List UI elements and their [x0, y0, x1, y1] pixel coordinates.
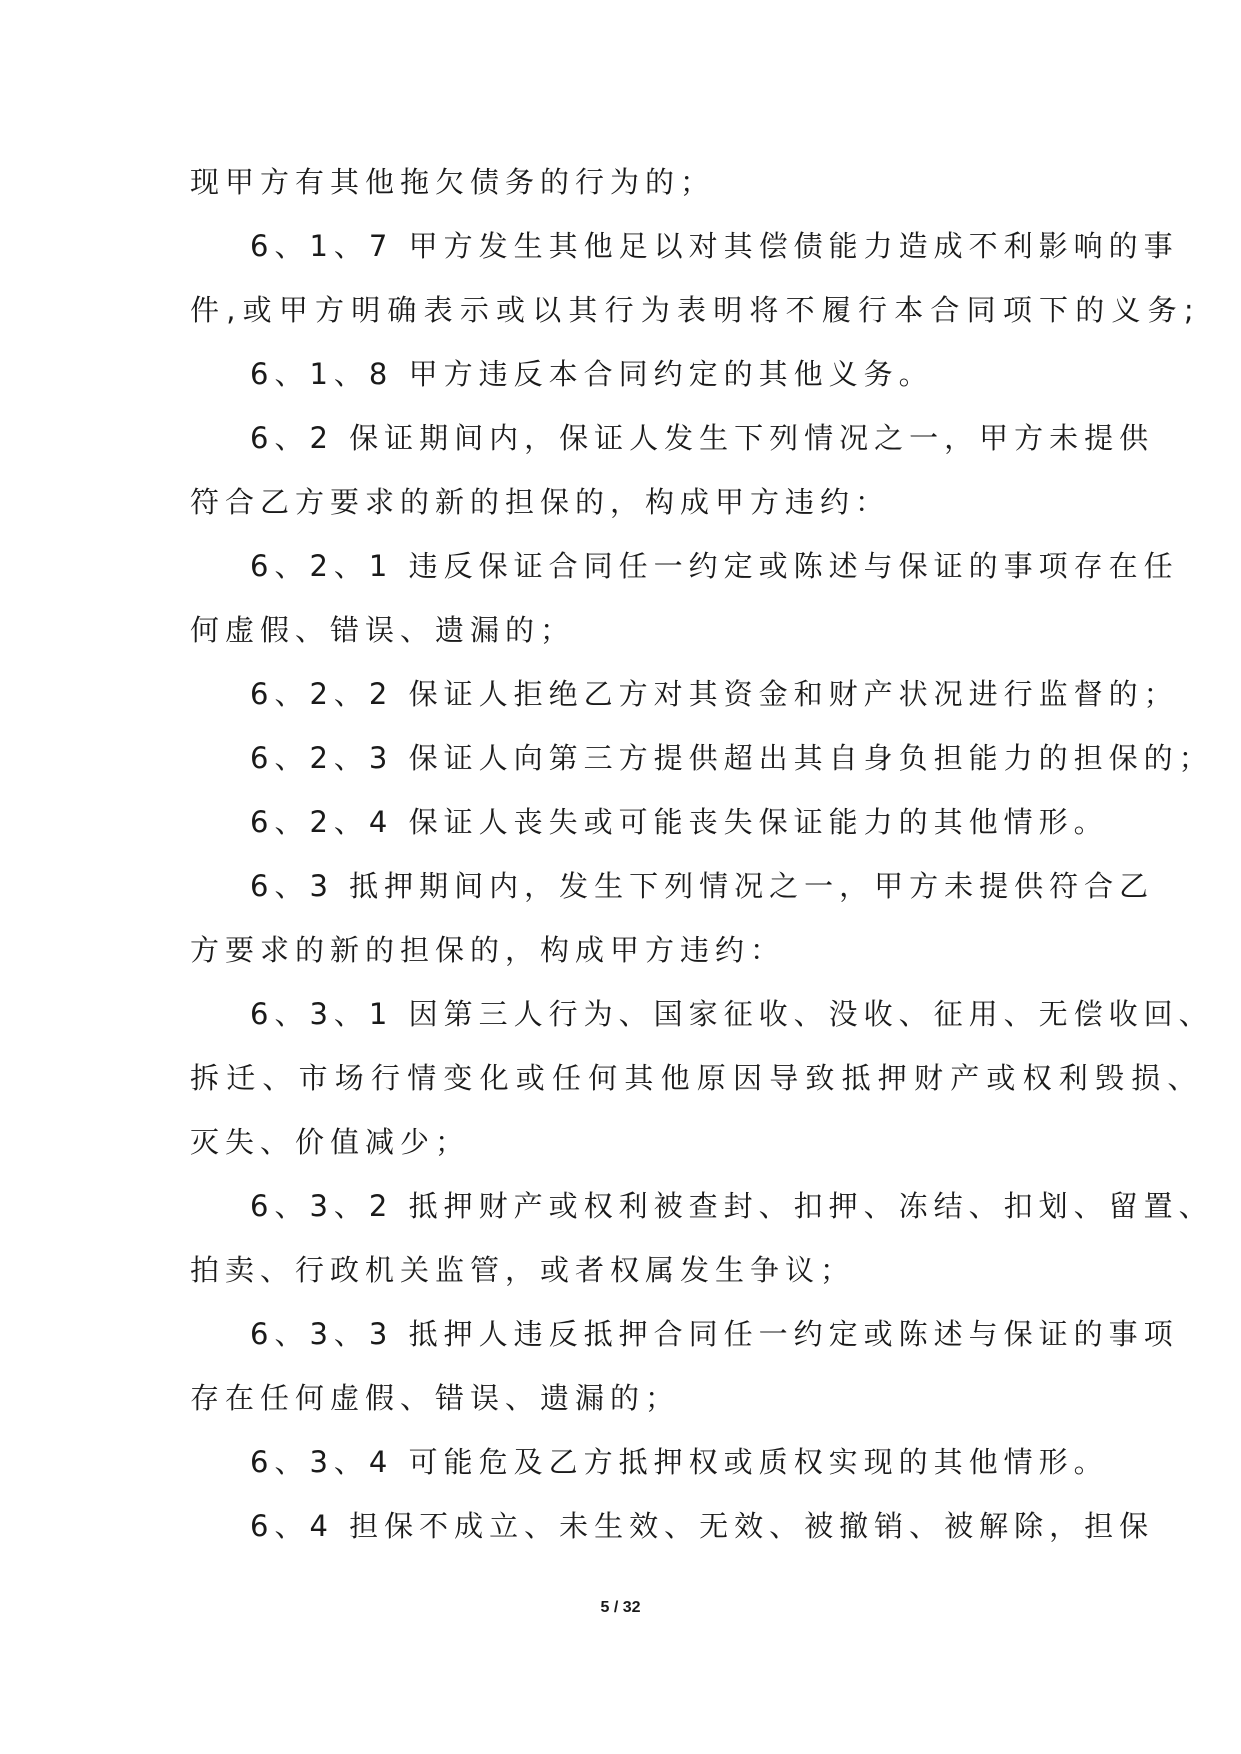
text-line-1: 现甲方有其他拖欠债务的行为的； — [190, 165, 716, 199]
text-line-8: 何虚假、错误、遗漏的； — [190, 613, 576, 647]
text-line-3: 件,或甲方明确表示或以其行为表明将不履行本合同项下的义务; — [190, 293, 1201, 327]
text-line-10: 6、2、3 保证人向第三方提供超出其自身负担能力的担保的； — [250, 741, 1214, 775]
text-line-5: 6、2 保证期间内，保证人发生下列情况之一，甲方未提供 — [250, 421, 1155, 455]
text-line-22: 6、4 担保不成立、未生效、无效、被撤销、被解除，担保 — [250, 1509, 1155, 1543]
text-line-20: 存在任何虚假、错误、遗漏的； — [190, 1381, 681, 1415]
text-line-21: 6、3、4 可能危及乙方抵押权或质权实现的其他情形。 — [250, 1445, 1109, 1479]
text-line-2: 6、1、7 甲方发生其他足以对其偿债能力造成不利影响的事 — [250, 229, 1179, 263]
text-line-18: 拍卖、行政机关监管，或者权属发生争议； — [190, 1253, 856, 1287]
text-line-15: 拆迁、市场行情变化或任何其他原因导致抵押财产或权利毁损、 — [190, 1061, 1204, 1095]
text-line-7: 6、2、1 违反保证合同任一约定或陈述与保证的事项存在任 — [250, 549, 1179, 583]
page-number: 5 / 32 — [600, 1599, 641, 1616]
text-line-4: 6、1、8 甲方违反本合同约定的其他义务。 — [250, 357, 934, 391]
text-line-9: 6、2、2 保证人拒绝乙方对其资金和财产状况进行监督的； — [250, 677, 1179, 711]
text-line-14: 6、3、1 因第三人行为、国家征收、没收、征用、无偿收回、 — [250, 997, 1214, 1031]
text-line-19: 6、3、3 抵押人违反抵押合同任一约定或陈述与保证的事项 — [250, 1317, 1179, 1351]
text-line-16: 灭失、价值减少； — [190, 1125, 471, 1159]
text-line-13: 方要求的新的担保的，构成甲方违约： — [190, 933, 786, 967]
text-line-11: 6、2、4 保证人丧失或可能丧失保证能力的其他情形。 — [250, 805, 1109, 839]
text-line-6: 符合乙方要求的新的担保的，构成甲方违约： — [190, 485, 891, 519]
text-line-12: 6、3 抵押期间内，发生下列情况之一，甲方未提供符合乙 — [250, 869, 1155, 903]
text-line-17: 6、3、2 抵押财产或权利被查封、扣押、冻结、扣划、留置、 — [250, 1189, 1214, 1223]
